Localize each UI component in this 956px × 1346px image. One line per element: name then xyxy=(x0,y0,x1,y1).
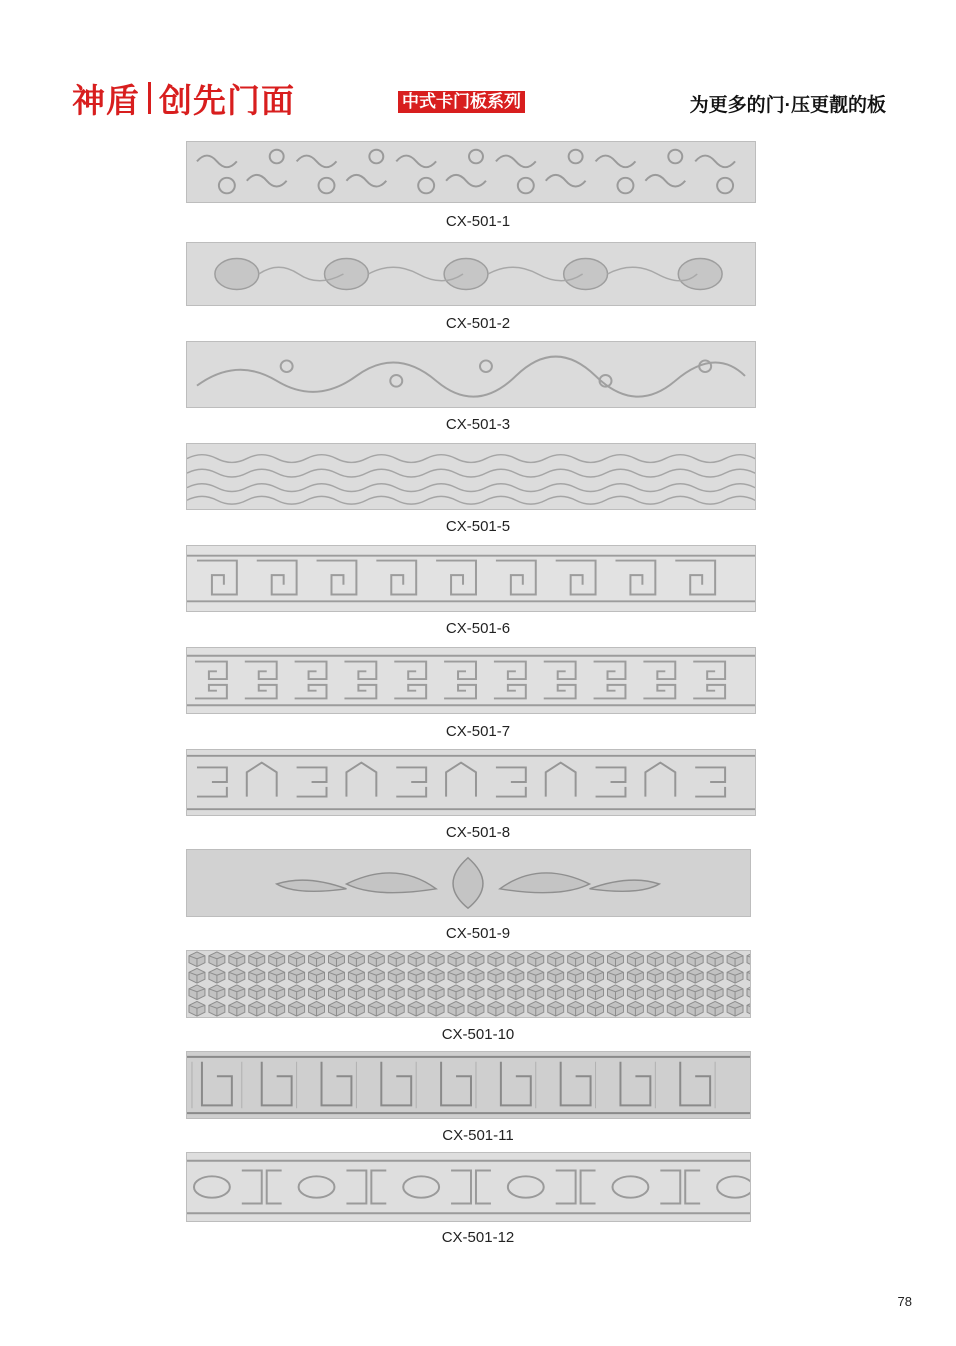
panel-cx-501-10 xyxy=(186,950,751,1018)
panel-cx-501-5 xyxy=(186,443,756,510)
panel-cx-501-6 xyxy=(186,545,756,612)
product-code: CX-501-7 xyxy=(445,723,511,740)
product-code: CX-501-3 xyxy=(445,416,511,433)
product-code: CX-501-12 xyxy=(441,1229,515,1246)
panel-cx-501-7 xyxy=(186,647,756,714)
product-code: CX-501-11 xyxy=(442,1127,514,1144)
product-code: CX-501-10 xyxy=(441,1026,515,1043)
brand-name: 神盾 xyxy=(72,81,140,119)
brand-tagline: 创先门面 xyxy=(159,81,295,119)
slogan: 为更多的门·压更靓的板 xyxy=(689,95,886,116)
brand-logo xyxy=(72,78,295,118)
panel-cx-501-11 xyxy=(186,1051,751,1119)
panel-cx-501-2 xyxy=(186,242,756,306)
page-number: 78 xyxy=(897,1294,912,1309)
panel-cx-501-1 xyxy=(186,141,756,203)
brand-divider xyxy=(148,82,151,114)
panel-cx-501-3 xyxy=(186,341,756,408)
product-code: CX-501-2 xyxy=(445,315,511,332)
product-code: CX-501-5 xyxy=(445,518,511,535)
panel-cx-501-8 xyxy=(186,749,756,816)
product-code: CX-501-1 xyxy=(445,213,511,230)
product-code: CX-501-6 xyxy=(445,620,511,637)
panel-cx-501-12 xyxy=(186,1152,751,1222)
product-code: CX-501-8 xyxy=(445,824,511,841)
product-code: CX-501-9 xyxy=(445,925,511,942)
series-title: 中式卡门板系列 xyxy=(398,91,525,113)
panel-cx-501-9 xyxy=(186,849,751,917)
